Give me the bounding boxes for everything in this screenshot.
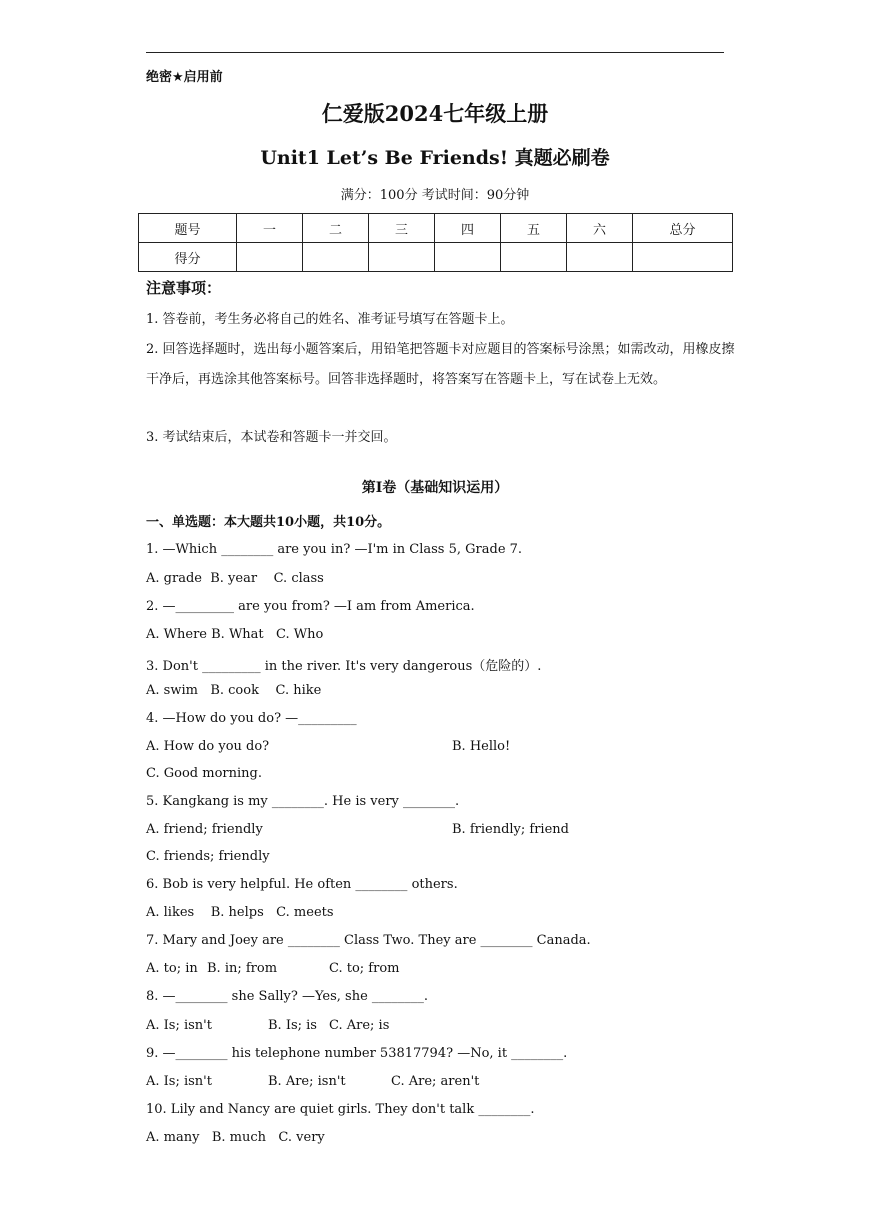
score-table-cell: 四 [435, 214, 501, 243]
score-table-cell: 一 [237, 214, 303, 243]
question-8-option-b: B. Is; is [268, 1018, 317, 1033]
question-5-option-a: A. friend; friendly [146, 822, 263, 837]
score-table-cell: 三 [369, 214, 435, 243]
score-table-cell: 总分 [633, 214, 733, 243]
question-4: 4. —How do you do? —_________ [146, 711, 357, 726]
question-8-option-a: A. Is; isn't [146, 1018, 212, 1033]
score-table-cell: 六 [567, 214, 633, 243]
part-title: 第I卷（基础知识运用） [361, 480, 509, 496]
exam-subtitle: Unit1 Let’s Be Friends! 真题必刷卷 [260, 147, 610, 169]
notes-title: 注意事项： [146, 279, 222, 297]
score-entry-cell [369, 243, 435, 272]
score-table-cell: 二 [303, 214, 369, 243]
score-table-cell: 得分 [139, 243, 237, 272]
question-10-options: A. many B. much C. very [146, 1130, 325, 1145]
question-10: 10. Lily and Nancy are quiet girls. They don't talk ________. [146, 1102, 535, 1117]
question-4-option-b: B. Hello! [452, 739, 511, 754]
note-item: 1. 答卷前，考生务必将自己的姓名、准考证号填写在答题卡上。 [146, 312, 514, 327]
question-5: 5. Kangkang is my ________. He is very ________. [146, 794, 460, 809]
question-9-option-c: C. Are; aren't [391, 1074, 480, 1089]
score-entry-cell [501, 243, 567, 272]
question-1-options: A. grade B. year C. class [146, 571, 324, 586]
score-table-score-row [139, 243, 733, 272]
note-item: 3. 考试结束后，本试卷和答题卡一并交回。 [146, 430, 397, 445]
note-item: 2. 回答选择题时，选出每小题答案后，用铅笔把答题卡对应题目的答案标号涂黑；如需改动，用橡皮擦干净后，再选涂其他答案标号。回答非选择题时，将答案写在答题卡上，写在试卷上无效。 [146, 342, 735, 387]
question-9-option-a: A. Is; isn't [146, 1074, 212, 1089]
question-3-options: A. swim B. cook C. hike [146, 683, 322, 698]
score-table-cell: 五 [501, 214, 567, 243]
question-9-option-b: B. Are; isn't [268, 1074, 346, 1089]
question-1: 1. —Which ________ are you in? —I'm in Class 5, Grade 7. [146, 542, 523, 557]
question-7-option-b: B. in; from [207, 961, 278, 976]
question-4-option-a: A. How do you do? [146, 739, 270, 754]
exam-title: 仁爱版2024七年级上册 [321, 101, 549, 126]
score-entry-cell [237, 243, 303, 272]
score-table-header-row [139, 214, 733, 243]
question-8-option-c: C. Are; is [329, 1018, 390, 1033]
header-rule [146, 52, 724, 53]
score-table [138, 213, 733, 272]
question-9: 9. —________ his telephone number 53817794? —No, it ________. [146, 1046, 568, 1061]
question-6-options: A. likes B. helps C. meets [146, 905, 334, 920]
score-table-cell: 题号 [139, 214, 237, 243]
question-5-option-c: C. friends; friendly [146, 849, 270, 864]
score-entry-cell [435, 243, 501, 272]
question-7-option-c: C. to; from [329, 961, 400, 976]
score-entry-cell [303, 243, 369, 272]
score-entry-cell [567, 243, 633, 272]
secret-label: 绝密★启用前 [146, 70, 223, 85]
question-6: 6. Bob is very helpful. He often ________ others. [146, 877, 458, 892]
question-2: 2. —_________ are you from? —I am from America. [146, 599, 475, 614]
question-4-option-c: C. Good morning. [146, 766, 262, 781]
score-entry-cell [633, 243, 733, 272]
question-5-option-b: B. friendly; friend [452, 822, 569, 837]
section-title: 一、单选题：本大题共10小题，共10分。 [146, 515, 391, 530]
question-3: 3. Don't _________ in the river. It's very dangerous（危险的）. [146, 659, 542, 674]
question-8: 8. —________ she Sally? —Yes, she ________. [146, 989, 429, 1004]
question-7: 7. Mary and Joey are ________ Class Two. They are ________ Canada. [146, 933, 591, 948]
question-7-option-a: A. to; in [146, 961, 198, 976]
question-2-options: A. Where B. What C. Who [146, 627, 324, 642]
score-time-info: 满分：100分 考试时间：90分钟 [340, 188, 530, 203]
